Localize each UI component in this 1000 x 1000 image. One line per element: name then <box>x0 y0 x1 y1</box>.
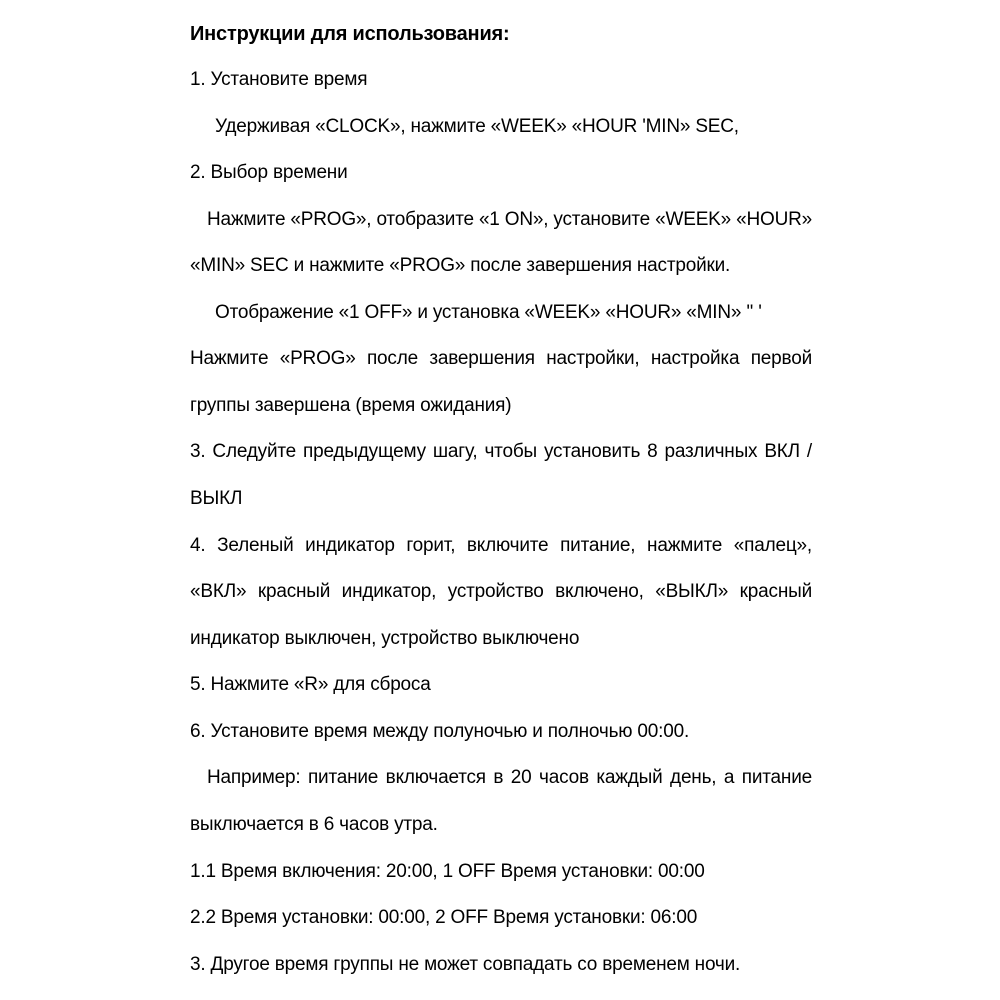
step-4-text-line-3: индикатор выключен, устройство выключено <box>190 628 580 649</box>
step-2-text-line-2: «MIN» SEC и нажмите «PROG» после завершения настройки. <box>190 255 731 276</box>
step-2-text-line-5: группы завершена (время ожидания) <box>190 395 512 416</box>
step-2-text-line-4: Нажмите «PROG» после завершения настройки, настройка первой <box>190 348 812 369</box>
step-6-text: 6. Установите время между полуночью и полночью 00:00. <box>190 721 690 742</box>
step-1-heading: 1. Установите время <box>190 69 368 90</box>
step-1-text: Удерживая «CLOCK», нажмите «WEEK» «HOUR 'MIN» SEC, <box>215 116 739 137</box>
example-item-3: 3. Другое время группы не может совпадать со временем ночи. <box>190 954 741 975</box>
step-3-text-line-2: ВЫКЛ <box>190 488 243 509</box>
step-2-text-line-3: Отображение «1 OFF» и установка «WEEK» «HOUR» «MIN» '' ' <box>215 302 762 323</box>
step-4-text-line-1: 4. Зеленый индикатор горит, включите питание, нажмите «палец», <box>190 535 812 556</box>
step-5-text: 5. Нажмите «R» для сброса <box>190 674 431 695</box>
step-4-text-line-2: «ВКЛ» красный индикатор, устройство включено, «ВЫКЛ» красный <box>190 581 812 602</box>
step-3-text-line-1: 3. Следуйте предыдущему шагу, чтобы установить 8 различных ВКЛ / <box>190 441 812 462</box>
example-text-line-2: выключается в 6 часов утра. <box>190 814 438 835</box>
example-item-2: 2.2 Время установки: 00:00, 2 OFF Время установки: 06:00 <box>190 907 698 928</box>
example-item-1: 1.1 Время включения: 20:00, 1 OFF Время установки: 00:00 <box>190 861 705 882</box>
example-text-line-1: Например: питание включается в 20 часов каждый день, а питание <box>207 767 812 788</box>
page-title: Инструкции для использования: <box>190 23 510 45</box>
step-2-heading: 2. Выбор времени <box>190 162 348 183</box>
step-2-text-line-1: Нажмите «PROG», отобразите «1 ON», установите «WEEK» «HOUR» <box>207 209 812 230</box>
